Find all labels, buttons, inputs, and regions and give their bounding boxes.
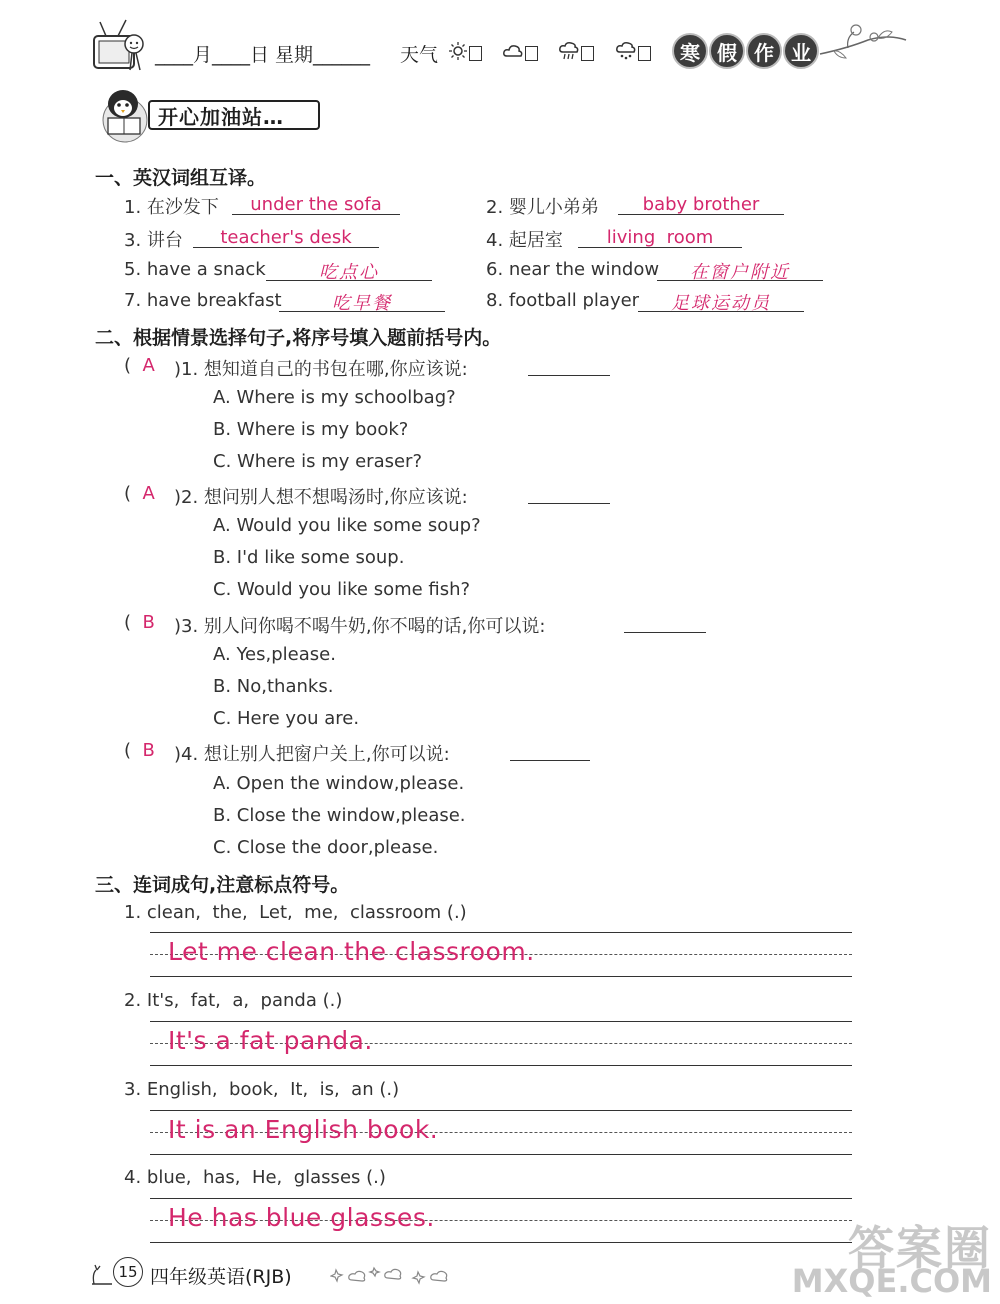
watermark-logo-text: 答案圈 [848,1221,992,1275]
section3-title: 三、连词成句,注意标点符号。 [95,874,350,896]
weather-label: 天气 [400,44,439,66]
s2-q4-option-a: A. Open the window,please. [213,773,465,794]
s2-q4-answer: B [142,740,155,761]
s1-item-5-prompt: 5. have a snack [124,259,266,280]
date-fields: ____月____日 星期______ [155,44,371,66]
s2-q1-paren: ( A [124,355,155,376]
s2-q3-answer: B [142,612,155,633]
stamp-char: 业 [783,33,819,69]
s3-item-3-prompt: 3. English, book, It, is, an (.) [124,1079,400,1100]
s3-item-3-answer: It is an English book. [168,1115,439,1144]
watermark-url: MXQE.COM [791,1262,992,1300]
writing-line-bottom [150,976,852,977]
s2-q4-option-b: B. Close the window,please. [213,805,466,826]
rain-icon [558,41,580,65]
cloud-star-decoration [330,1262,460,1288]
answer-blank [528,375,610,376]
answer-blank [528,503,610,504]
s3-item-1-answer: Let me clean the classroom. [168,937,535,966]
s2-q2-answer: A [142,483,155,504]
s2-q1-answer: A [142,355,155,376]
weather-checkbox[interactable] [581,46,594,61]
s1-item-2-answer: baby brother [642,194,760,215]
s3-item-4-answer: He has blue glasses. [168,1203,435,1232]
s2-q3-paren: ( B [124,612,155,633]
s2-q1-option-b: B. Where is my book? [213,419,409,440]
writing-line-top [150,1021,852,1022]
s1-item-1-prompt: 1. 在沙发下 [124,197,219,218]
s2-q3-question: )3. 别人问你喝不喝牛奶,你不喝的话,你可以说: [174,616,546,637]
stamp-char: 作 [746,33,782,69]
page-number: 15 [113,1257,143,1287]
flower-branch-decoration [818,18,908,68]
writing-line-top [150,932,852,933]
s2-q3-option-a: A. Yes,please. [213,644,336,665]
writing-line-bottom [150,1065,852,1066]
cloudy-icon [502,42,524,64]
s1-item-8-prompt: 8. football player [486,290,640,311]
s1-item-3-answer: teacher's desk [220,227,352,248]
s2-q2-option-b: B. I'd like some soup. [213,547,405,568]
stamp-char: 假 [709,33,745,69]
s2-q2-paren: ( A [124,483,155,504]
s1-item-6-prompt: 6. near the window [486,259,660,280]
weather-checkbox[interactable] [469,46,482,61]
s3-item-2-prompt: 2. It's, fat, a, panda (.) [124,990,343,1011]
answer-blank [624,632,706,633]
weather-checkbox[interactable] [638,46,651,61]
weather-checkbox[interactable] [525,46,538,61]
s2-q1-option-c: C. Where is my eraser? [213,451,423,472]
writing-line-bottom [150,1154,852,1155]
s1-item-1-answer: under the sofa [250,194,382,215]
writing-line-top [150,1198,852,1199]
s3-item-2-answer: It's a fat panda. [168,1026,373,1055]
penguin-reading-illustration [94,80,156,146]
stamp-char: 寒 [672,33,708,69]
book-title: 四年级英语(RJB) [150,1266,292,1288]
writing-line-top [150,1110,852,1111]
s1-item-7-answer: 吃早餐 [332,293,392,314]
s3-item-1-prompt: 1. clean, the, Let, me, classroom (.) [124,902,467,923]
s2-q3-option-c: C. Here you are. [213,708,360,729]
section2-title: 二、根据情景选择句子,将序号填入题前括号内。 [95,327,502,349]
s2-q4-option-c: C. Close the door,please. [213,837,439,858]
s2-q2-option-a: A. Would you like some soup? [213,515,481,536]
weather-options [448,41,651,65]
snow-icon [615,41,637,65]
s2-q1-question: )1. 想知道自己的书包在哪,你应该说: [174,359,468,380]
s1-item-6-answer: 在窗户附近 [690,262,790,283]
s2-q2-option-c: C. Would you like some fish? [213,579,471,600]
s1-item-4-answer: living room [606,227,714,248]
s1-item-3-prompt: 3. 讲台 [124,230,183,251]
s2-q1-option-a: A. Where is my schoolbag? [213,387,456,408]
s1-item-5-answer: 吃点心 [319,262,379,283]
s2-q4-paren: ( B [124,740,155,761]
s3-item-4-prompt: 4. blue, has, He, glasses (.) [124,1167,386,1188]
s1-item-8-answer: 足球运动员 [671,293,771,314]
sunny-icon [448,41,468,65]
s1-item-2-prompt: 2. 婴儿小弟弟 [486,197,599,218]
section-banner-title: 开心加油站… [148,100,320,130]
s2-q2-question: )2. 想问别人想不想喝汤时,你应该说: [174,487,468,508]
answer-blank [510,760,590,761]
section1-title: 一、英汉词组互译。 [95,167,267,189]
s1-item-4-prompt: 4. 起居室 [486,230,563,251]
writing-line-bottom [150,1242,852,1243]
s2-q3-option-b: B. No,thanks. [213,676,334,697]
s1-item-7-prompt: 7. have breakfast [124,290,282,311]
tv-mascot-illustration [88,14,150,76]
s2-q4-question: )4. 想让别人把窗户关上,你可以说: [174,744,450,765]
